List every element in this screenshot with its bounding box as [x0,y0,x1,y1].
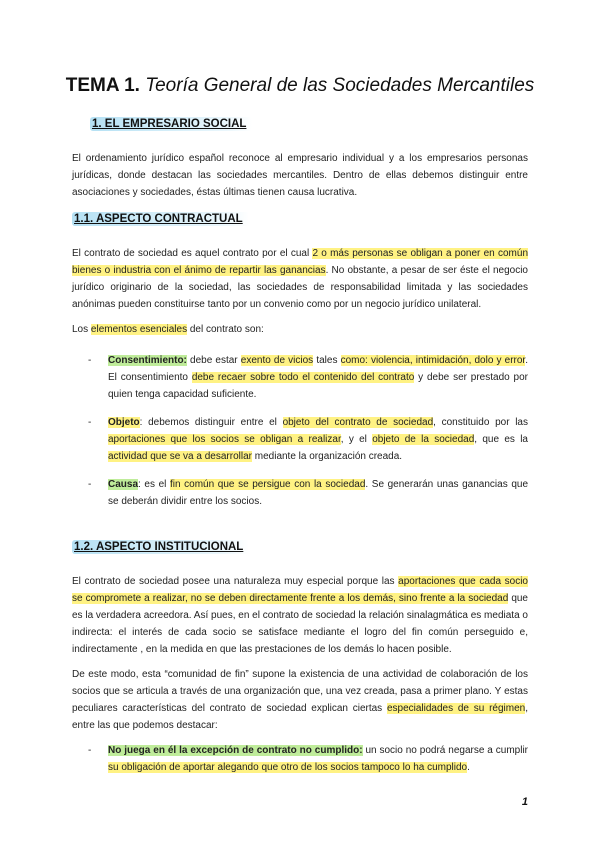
highlight: elementos esenciales [90,324,188,335]
paragraph-comunidad-fin: De este modo, esta “comunidad de fin” supone la existencia de una actividad de colaboración de los socios que se articula a través de una organización que, una vez creada, pasa a primer plano. Y estas peculiares características del contrato de sociedad explican ciertas especialidades de su régimen, entre las que podemos destacar: [72,669,529,731]
title-prefix: TEMA 1. [65,75,140,96]
highlight: 2 o más personas se obligan a poner en común bienes o industria con el ánimo de repartir las ganancias [72,248,528,276]
paragraph-contrato: El contrato de sociedad es aquel contrato por el cual 2 o más personas se obligan a poner en común bienes o industria con el ánimo de repartir las ganancias. No obstante, a pesar de ser éste el negocio jurídico originario de la sociedad, las sociedades de responsabilidad limitada y las sociedades anónimas pueden constituirse tanto por un convenio como por un negocio jurídico unilateral. [72,248,528,310]
page-title [0,75,600,97]
page-number: 1 [521,796,528,808]
paragraph-elementos: Los elementos esenciales del contrato son: [72,324,264,335]
title-rest: Teoría General de las Sociedades Mercantiles [145,75,535,96]
document-page: TEMA 1. Teoría General de las Sociedades Mercantiles 1. EL EMPRESARIO SOCIAL El ordenamiento jurídico español reconoce al empresario individual y a los empresarios personas jurídicas, donde destacan las sociedades mercantiles. Dentro de ellas debemos distinguir entre asociaciones y sociedades, éstas últimas tienen causa lucrativa. 1.1. ASPECTO CONTRACTUAL El contrato de sociedad es aquel contrato por el cual 2 o más personas se obligan a poner en común bienes o industria con el ánimo de repartir las ganancias. No obstante, a pesar de ser éste el negocio jurídico originario de la sociedad, las sociedades de responsabilidad limitada y las sociedades anónimas pueden constituirse tanto por un convenio como por un negocio jurídico unilateral. Los elementos esenciales del contrato son: - Consentimiento: debe estar exento de vicios tales como: violencia, intimidación, dolo y error. El consentimiento debe recaer sobre todo el contenido del contrato y debe ser prestado por quien tenga capacidad suficiente. - Objeto: debemos distinguir entre el objeto del contrato de sociedad, constituido por las aportaciones que los socios se obligan a realizar, y el objeto de la sociedad, que es la actividad que se va a desarrollar mediante la organización creada. - Causa: es el fin común que se persigue con la sociedad. Se generarán unas ganancias que se deberán dividir entre los socios. 1.2. ASPECTO INSTITUCIONAL El contrato de sociedad posee una naturaleza muy especial porque las aportaciones que cada socio se compromete a realizar, no se deben directamente frente a los demás, sino frente a la sociedad que es la verdadera acreedora. Así pues, en el contrato de sociedad la relación sinalagmática es mediata o indirecta: el interés de cada socio se satisface mediante el logro del fin común perseguido e, indirectamente , en la medida en que las prestaciones de los demás lo hacen posible. De este modo, esta “comunidad de fin” supone la existencia de una actividad de colaboración de los socios que se articula a través de una organización que, una vez creada, pasa a primer plano. Y estas peculiares características del contrato de sociedad explican ciertas especialidades de su régimen, entre las que podemos destacar: - No juega en él la excepción de contrato no cumplido: un socio no podrá negarse a cumplir su obligación de aportar alegando que otro de los socios tampoco lo ha cumplido. 1 [0,0,600,848]
heading-aspecto-institucional: 1.2. ASPECTO INSTITUCIONAL [72,540,249,554]
highlight: especialidades de su régimen [386,703,526,714]
heading-aspecto-contractual: 1.1. ASPECTO CONTRACTUAL [72,212,249,226]
highlight: aportaciones que cada socio se compromete a realizar, no se deben directamente frente a los demás, sino frente a la sociedad [72,576,528,604]
paragraph-empresario: El ordenamiento jurídico español reconoce al empresario individual y a los empresarios personas jurídicas, donde destacan las sociedades mercantiles. Dentro de ellas debemos distinguir entre asociaciones y sociedades, éstas últimas tienen causa lucrativa. [72,153,528,198]
paragraph-naturaleza: El contrato de sociedad posee una naturaleza muy especial porque las aportaciones que cada socio se compromete a realizar, no se deben directamente frente a los demás, sino frente a la sociedad que es la verdadera acreedora. Así pues, en el contrato de sociedad la relación sinalagmática es mediata o indirecta: el interés de cada socio se satisface mediante el logro del fin común perseguido e, indirectamente , en la medida en que las prestaciones de los demás lo hacen posible. [72,576,528,655]
heading-empresario-social: 1. EL EMPRESARIO SOCIAL [90,117,252,131]
